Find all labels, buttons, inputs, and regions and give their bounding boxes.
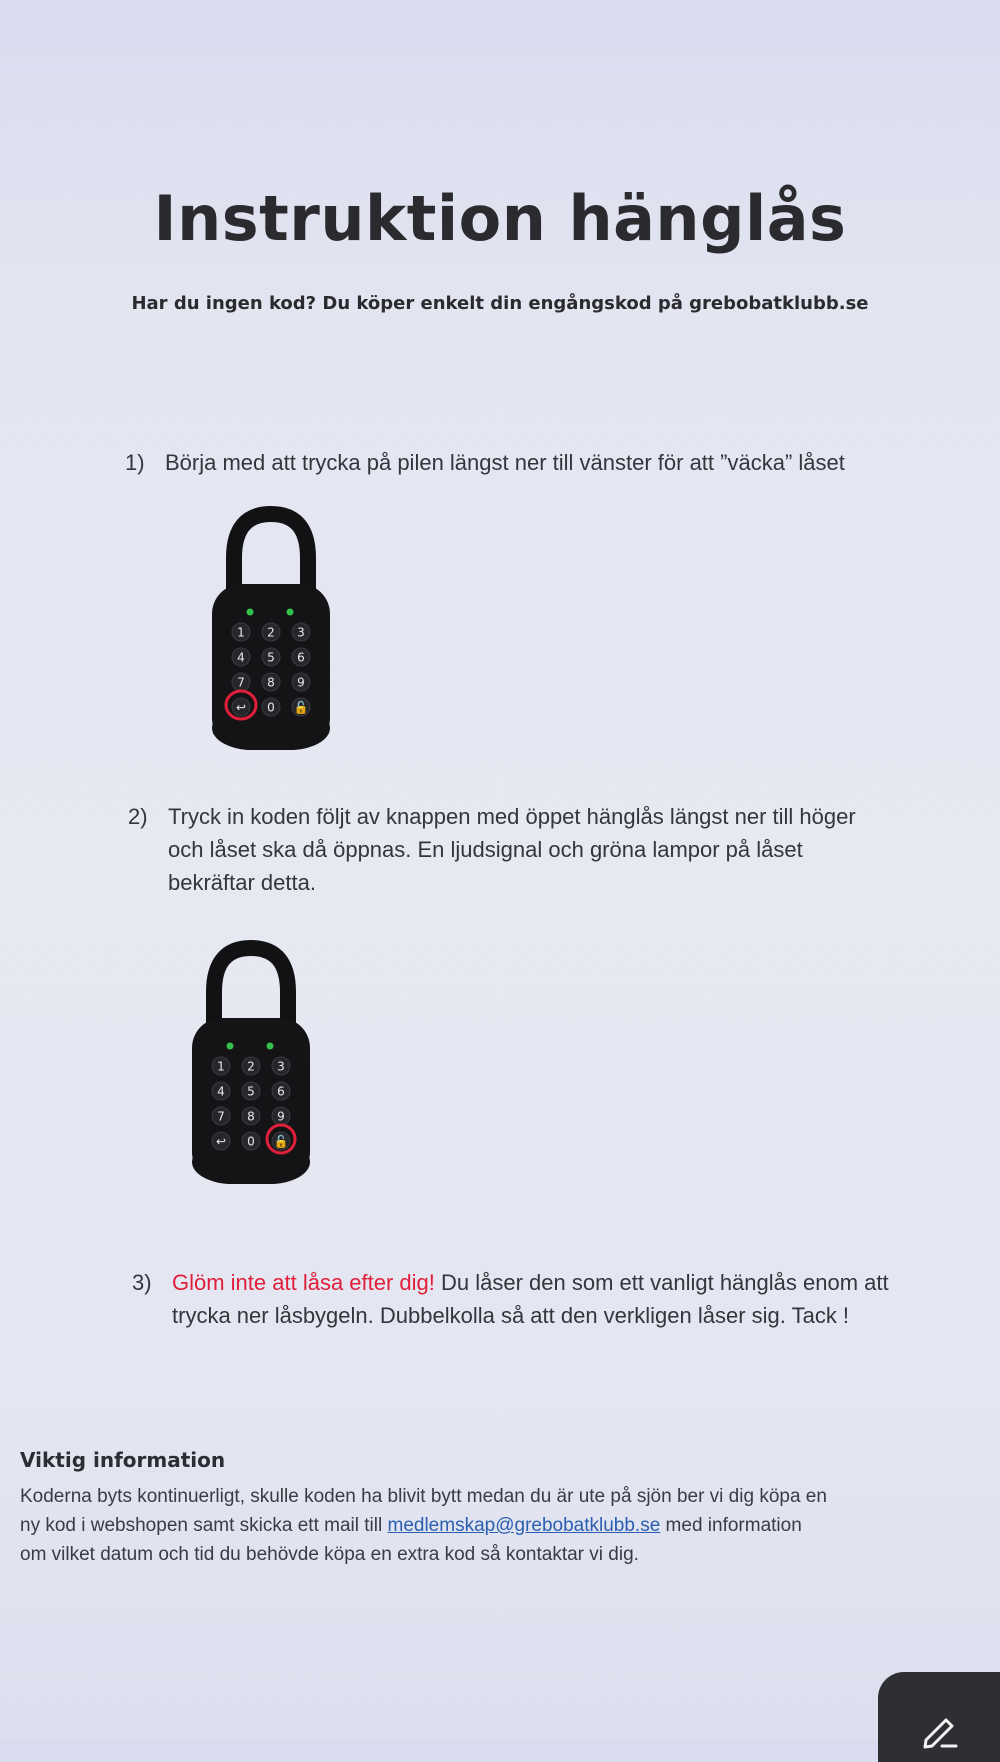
info-line: ny kod i webshopen samt skicka ett mail till xyxy=(20,1515,388,1536)
padlock-image-open xyxy=(186,940,316,1186)
page-title: Instruktion hänglås xyxy=(153,182,847,255)
edit-pen-icon xyxy=(920,1710,960,1750)
keypad-key-label: 7 xyxy=(237,675,245,690)
keypad-key-label: 2 xyxy=(267,625,275,640)
keypad-key-label: 9 xyxy=(297,675,305,690)
info-line: med information xyxy=(660,1515,802,1536)
keypad-key-label: 6 xyxy=(297,650,305,665)
page-subtitle: Har du ingen kod? Du köper enkelt din engångskod på grebobatklubb.se xyxy=(131,293,869,314)
keypad-key-label: 2 xyxy=(247,1059,255,1074)
keypad-key-label: 5 xyxy=(247,1084,255,1099)
keypad-key-label: 4 xyxy=(217,1084,225,1099)
keypad-key-label: 3 xyxy=(297,625,305,640)
keypad-key-label: 5 xyxy=(267,650,275,665)
keypad-key-label: 8 xyxy=(267,675,275,690)
led-icon xyxy=(227,1043,234,1050)
led-icon xyxy=(267,1043,274,1050)
step-text: Du låser den som ett vanligt hänglås enom att xyxy=(434,1270,889,1295)
keypad-key-label: 8 xyxy=(247,1109,255,1124)
padlock-image-wake xyxy=(206,506,336,752)
keypad-key-label: ↩ xyxy=(235,700,247,715)
step-2 xyxy=(128,800,968,900)
keypad-key-label: 7 xyxy=(217,1109,225,1124)
step-1 xyxy=(125,446,965,486)
step-number: 1) xyxy=(125,450,145,475)
step-3 xyxy=(132,1266,972,1336)
keypad-key-label: 9 xyxy=(277,1109,285,1124)
warning-text: Glöm inte att låsa efter dig! xyxy=(172,1270,435,1295)
info-heading: Viktig information xyxy=(20,1448,226,1472)
led-icon xyxy=(247,609,254,616)
step-text-line: trycka ner låsbygeln. Dubbelkolla så att den verkligen låser sig. Tack ! xyxy=(172,1303,850,1328)
keypad-key-label: 4 xyxy=(237,650,245,665)
keypad-key-label: 3 xyxy=(277,1059,285,1074)
keypad-key-label: 1 xyxy=(217,1059,225,1074)
led-icon xyxy=(287,609,294,616)
info-body xyxy=(20,1482,970,1569)
step-number: 3) xyxy=(132,1270,152,1295)
email-link[interactable]: medlemskap@grebobatklubb.se xyxy=(387,1515,661,1536)
step-number: 2) xyxy=(128,804,148,829)
keypad-key-label: 0 xyxy=(247,1134,255,1149)
keypad-key-label: 6 xyxy=(277,1084,285,1099)
step-text-line: och låset ska då öppnas. En ljudsignal och gröna lampor på låset xyxy=(168,837,803,862)
keypad-key-label: 0 xyxy=(267,700,275,715)
keypad-key-label: 🔓 xyxy=(273,1134,289,1149)
info-line: om vilket datum och tid du behövde köpa en extra kod så kontaktar vi dig. xyxy=(20,1544,639,1565)
edit-button[interactable] xyxy=(878,1672,1000,1762)
step-text-line: bekräftar detta. xyxy=(168,870,316,895)
keypad-key-label: ↩ xyxy=(215,1134,227,1149)
step-text: Börja med att trycka på pilen längst ner till vänster för att ”väcka” låset xyxy=(165,450,845,475)
keypad-key-label: 1 xyxy=(237,625,245,640)
keypad-key-label: 🔓 xyxy=(293,700,309,715)
info-line: Koderna byts kontinuerligt, skulle koden ha blivit bytt medan du är ute på sjön ber vi dig köpa en xyxy=(20,1486,827,1507)
step-text-line: Tryck in koden följt av knappen med öppet hänglås längst ner till höger xyxy=(168,804,856,829)
